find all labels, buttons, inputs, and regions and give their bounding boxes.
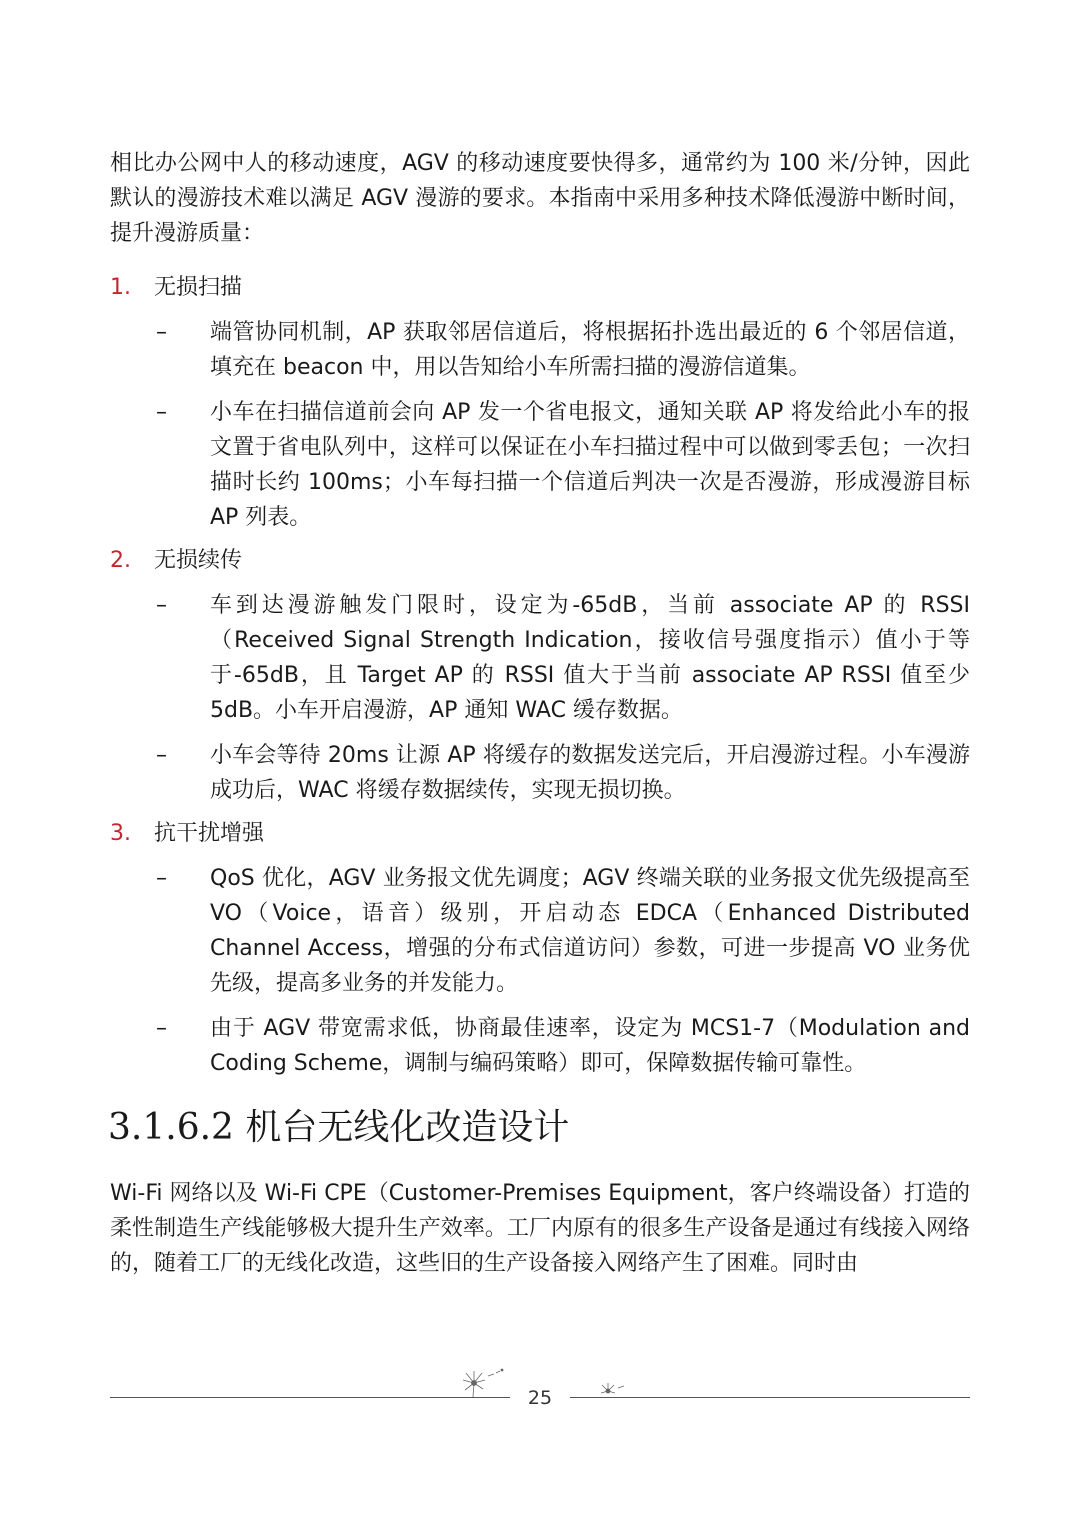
footer-rule-left (110, 1397, 510, 1398)
bullet-dash: – (156, 400, 167, 425)
list-item (110, 588, 970, 728)
section-heading (110, 816, 970, 851)
dandelion-icon (460, 1368, 506, 1398)
section-title: 抗干扰增强 (154, 821, 265, 846)
bullet-dash: – (156, 320, 167, 345)
list-number: 1. (110, 275, 131, 300)
bullet-text: 由于 AGV 带宽需求低，协商最佳速率，设定为 MCS1-7（Modulation and Coding Scheme，调制与编码策略）即可，保障数据传输可靠性。 (210, 1016, 970, 1076)
bullet-text: QoS 优化，AGV 业务报文优先调度；AGV 终端关联的业务报文优先级提高至 VO（Voice，语音）级别，开启动态 EDCA（Enhanced Distributed Channel Access，增强的分布式信道访问）参数，可进一步提高 VO 业务优先级，提高多业务的并发能力。 (210, 866, 970, 996)
list-item (110, 861, 970, 1001)
bullet-text: 小车会等待 20ms 让源 AP 将缓存的数据发送完后，开启漫游过程。小车漫游成功后，WAC 将缓存数据续传，实现无损切换。 (210, 743, 970, 803)
bullet-text: 车到达漫游触发门限时，设定为-65dB，当前 associate AP 的 RSSI（Received Signal Strength Indication，接收信号强度指示）值小于等于-65dB，且 Target AP 的 RSSI 值大于当前 associate AP RSSI 值至少 5dB。小车开启漫游，AP 通知 WAC 缓存数据。 (210, 593, 970, 723)
footer-rule-right (570, 1397, 970, 1398)
page-number: 25 (527, 1387, 553, 1409)
bullet-dash: – (156, 593, 167, 618)
bullet-text: 小车在扫描信道前会向 AP 发一个省电报文，通知关联 AP 将发给此小车的报文置于省电队列中，这样可以保证在小车扫描过程中可以做到零丢包；一次扫描时长约 100ms；小车每扫描一个信道后判决一次是否漫游，形成漫游目标 AP 列表。 (210, 400, 970, 530)
list-item (110, 315, 970, 385)
list-item (110, 1011, 970, 1081)
list-section-1 (110, 270, 970, 535)
list-item (110, 738, 970, 808)
section-heading-3-1-6-2: 3.1.6.2 机台无线化改造设计 (108, 1107, 570, 1148)
intro-paragraph: 相比办公网中人的移动速度，AGV 的移动速度要快得多，通常约为 100 米/分钟，因此默认的漫游技术难以满足 AGV 漫游的要求。本指南中采用多种技术降低漫游中断时间，提升漫游质量： (110, 151, 970, 246)
list-section-2 (110, 543, 970, 808)
list-section-3 (110, 816, 970, 1081)
bullet-dash: – (156, 743, 167, 768)
section-title: 无损扫描 (154, 275, 243, 300)
list-number: 2. (110, 548, 131, 573)
outro-paragraph: Wi-Fi 网络以及 Wi-Fi CPE（Customer-Premises Equipment，客户终端设备）打造的柔性制造生产线能够极大提升生产效率。工厂内原有的很多生产设备是通过有线接入网络的，随着工厂的无线化改造，这些旧的生产设备接入网络产生了困难。同时由 (110, 1181, 970, 1276)
dandelion-seed-icon (598, 1380, 628, 1400)
section-heading (110, 270, 970, 305)
section-title: 无损续传 (154, 548, 243, 573)
bullet-text: 端管协同机制，AP 获取邻居信道后，将根据拓扑选出最近的 6 个邻居信道，填充在 beacon 中，用以告知给小车所需扫描的漫游信道集。 (210, 320, 970, 380)
list-number: 3. (110, 821, 131, 846)
section-heading (110, 543, 970, 578)
bullet-dash: – (156, 866, 167, 891)
bullet-dash: – (156, 1016, 167, 1041)
list-item (110, 395, 970, 535)
